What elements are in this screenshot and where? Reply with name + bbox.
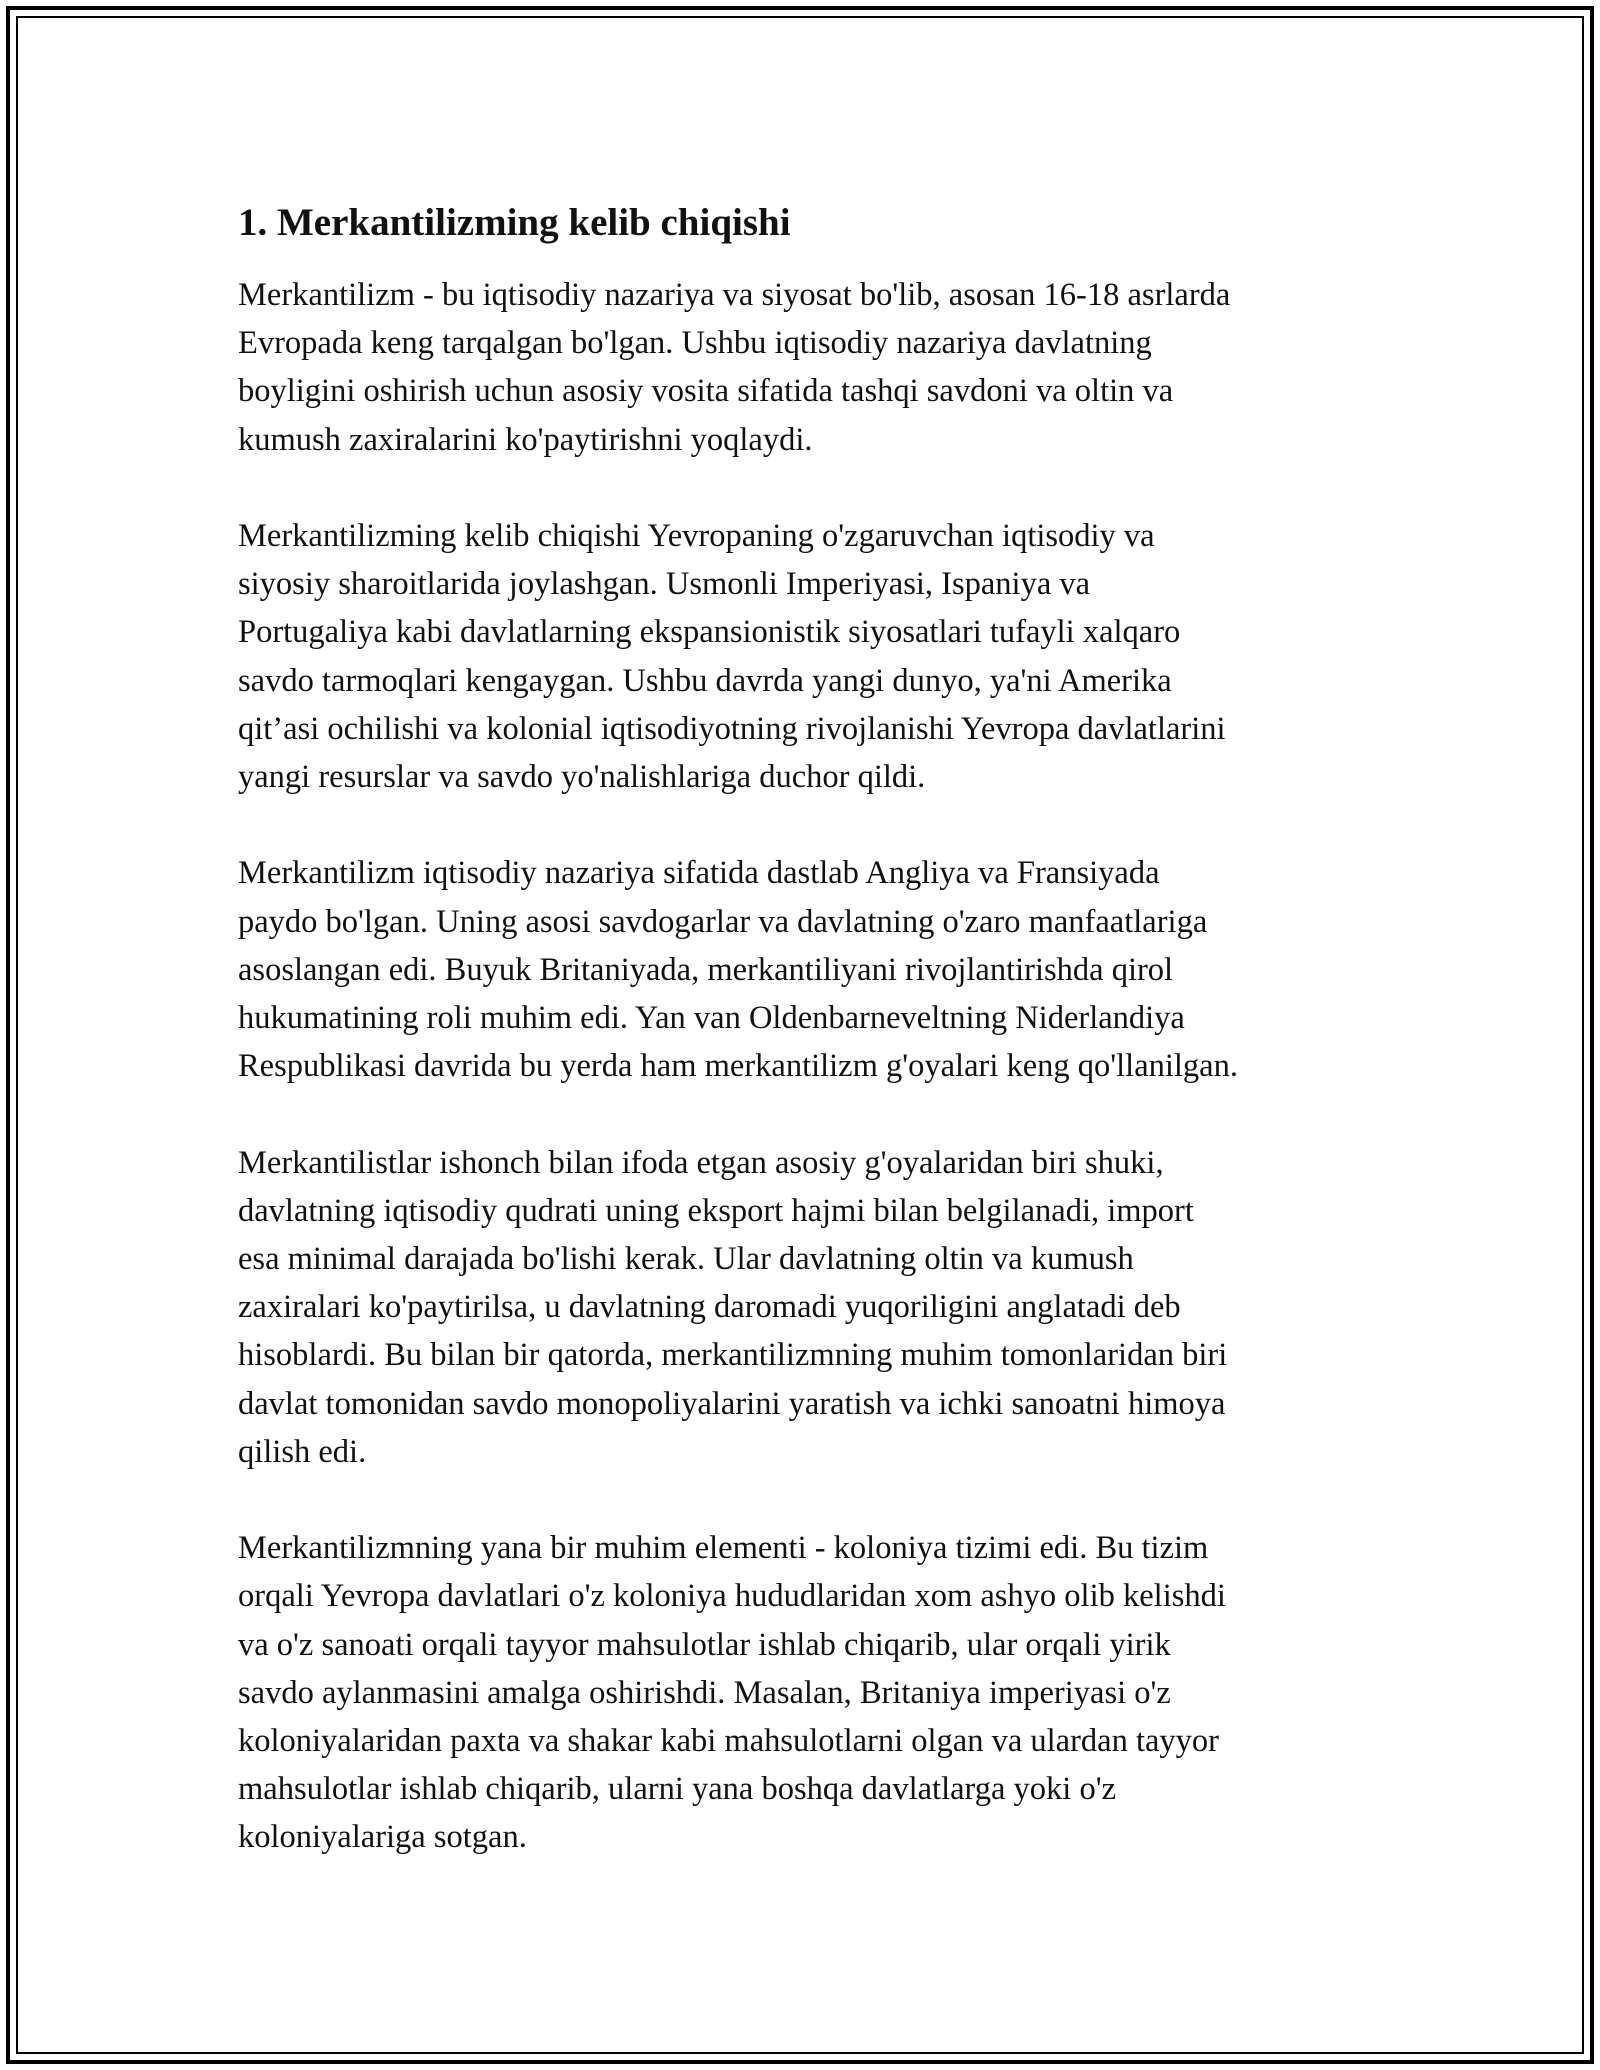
text-line: qit’asi ochilishi va kolonial iqtisodiyotning rivojlanishi Yevropa davlatlarini bbox=[238, 710, 1226, 747]
page-border-outer bbox=[6, 6, 1594, 2064]
section-heading: 1. Merkantilizming kelib chiqishi bbox=[238, 201, 791, 244]
paragraph-3 bbox=[238, 849, 1398, 1090]
text-line: hukumatining roli muhim edi. Yan van Oldenbarneveltning Niderlandiya bbox=[238, 1000, 1185, 1037]
document-content bbox=[238, 195, 1398, 1862]
paragraph-list bbox=[238, 271, 1398, 1862]
text-line: paydo bo'lgan. Uning asosi savdogarlar va davlatning o'zaro manfaatlariga bbox=[238, 903, 1208, 940]
text-line: asoslangan edi. Buyuk Britaniyada, merkantiliyani rivojlantirishda qirol bbox=[238, 951, 1174, 988]
text-line: davlatning iqtisodiy qudrati uning eksport hajmi bilan belgilanadi, import bbox=[238, 1192, 1194, 1229]
text-line: boyligini oshirish uchun asosiy vosita sifatida tashqi savdoni va oltin va bbox=[238, 373, 1174, 410]
text-line: mahsulotlar ishlab chiqarib, ularni yana boshqa davlatlarga yoki o'z bbox=[238, 1771, 1116, 1808]
text-line: qilish edi. bbox=[238, 1433, 367, 1470]
text-line: koloniyalaridan paxta va shakar kabi mahsulotlarni olgan va ulardan tayyor bbox=[238, 1723, 1219, 1760]
text-line: Merkantilistlar ishonch bilan ifoda etgan asosiy g'oyalaridan biri shuki, bbox=[238, 1144, 1164, 1181]
text-line: savdo aylanmasini amalga oshirishdi. Masalan, Britaniya imperiyasi o'z bbox=[238, 1674, 1171, 1711]
text-line: davlat tomonidan savdo monopoliyalarini yaratish va ichki sanoatni himoya bbox=[238, 1385, 1226, 1422]
text-line: Merkantilizming kelib chiqishi Yevropaning o'zgaruvchan iqtisodiy va bbox=[238, 518, 1155, 554]
text-line: yangi resurslar va savdo yo'nalishlariga duchor qildi. bbox=[238, 759, 926, 796]
text-line: zaxiralari ko'paytirilsa, u davlatning daromadi yuqoriligini anglatadi deb bbox=[238, 1289, 1181, 1326]
text-line: kumush zaxiralarini ko'paytirishni yoqlaydi. bbox=[238, 421, 813, 458]
text-line: siyosiy sharoitlarida joylashgan. Usmonli Imperiyasi, Ispaniya va bbox=[238, 566, 1091, 603]
paragraph-2 bbox=[238, 512, 1398, 801]
text-line: savdo tarmoqlari kengaygan. Ushbu davrda yangi dunyo, ya'ni Amerika bbox=[238, 662, 1172, 699]
paragraph-1 bbox=[238, 271, 1398, 464]
text-line: esa minimal darajada bo'lishi kerak. Ular davlatning oltin va kumush bbox=[238, 1241, 1134, 1278]
text-line: Merkantilizmning yana bir muhim elementi - koloniya tizimi edi. Bu tizim bbox=[238, 1530, 1209, 1567]
text-line: Evropada keng tarqalgan bo'lgan. Ushbu iqtisodiy nazariya davlatning bbox=[238, 325, 1152, 362]
text-line: Portugaliya kabi davlatlarning ekspansionistik siyosatlari tufayli xalqaro bbox=[238, 614, 1181, 651]
text-line: hisoblardi. Bu bilan bir qatorda, merkantilizmning muhim tomonlaridan biri bbox=[238, 1337, 1228, 1374]
text-line: Respublikasi davrida bu yerda ham merkantilizm g'oyalari keng qo'llanilgan. bbox=[238, 1048, 1238, 1085]
paragraph-5 bbox=[238, 1524, 1398, 1861]
text-line: koloniyalariga sotgan. bbox=[238, 1819, 527, 1856]
text-line: va o'z sanoati orqali tayyor mahsulotlar ishlab chiqarib, ular orqali yirik bbox=[238, 1626, 1171, 1663]
text-line: orqali Yevropa davlatlari o'z koloniya hududlaridan xom ashyo olib kelishdi bbox=[238, 1578, 1226, 1615]
text-line: Merkantilizm iqtisodiy nazariya sifatida dastlab Angliya va Fransiyada bbox=[238, 855, 1160, 892]
text-line: Merkantilizm - bu iqtisodiy nazariya va siyosat bo'lib, asosan 16-18 asrlarda bbox=[238, 277, 1231, 313]
paragraph-4 bbox=[238, 1139, 1398, 1476]
